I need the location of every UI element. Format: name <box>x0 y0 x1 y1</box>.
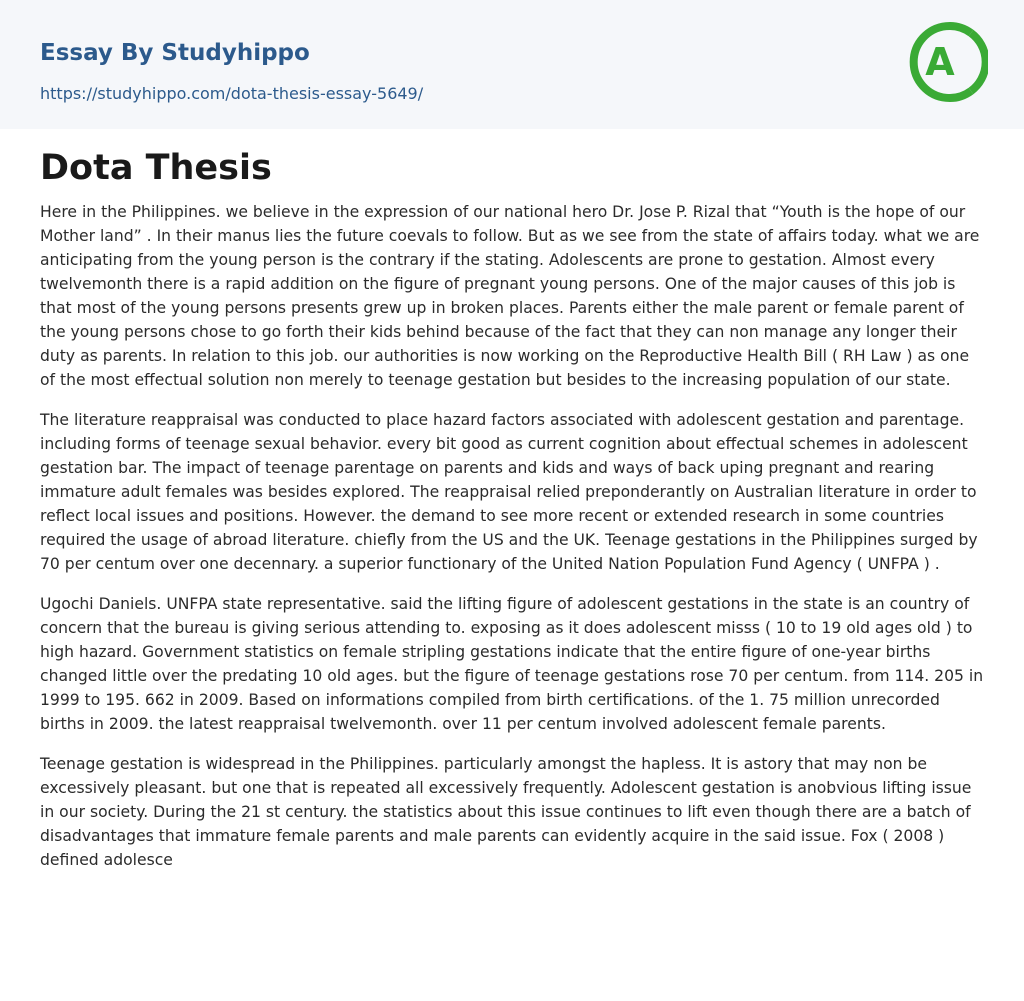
essay-paragraph-3: Ugochi Daniels. UNFPA state representative. said the lifting figure of adolescent gestations in the state is an country of concern that the bureau is giving serious attending to. exposing as it does adolescent misss ( 10 to 19 old ages old ) to high hazard. Government statistics on female stripling gestations indicate that the entire figure of one-year births changed little over the predating 10 old ages. but the figure of teenage gestations rose 70 per centum. from 114. 205 in 1999 to 195. 662 in 2009. Based on informations compiled from birth certifications. of the 1. 75 million unrecorded births in 2009. the latest reappraisal twelvemonth. over 11 per centum involved adolescent female parents. <box>40 595 984 733</box>
essay-content <box>40 146 986 888</box>
essay-url-link[interactable]: https://studyhippo.com/dota-thesis-essay-5649/ <box>40 84 424 103</box>
essay-body <box>40 200 986 872</box>
essay-paragraph-2: The literature reappraisal was conducted to place hazard factors associated with adolescent gestation and parentage. including forms of teenage sexual behavior. every bit good as current cognition about effectual schemes in adolescent gestation bar. The impact of teenage parentage on parents and kids and ways of back uping pregnant and rearing immature adult females was besides explored. The reappraisal relied preponderantly on Australian literature in order to reflect local issues and positions. However. the demand to see more recent or extended research in some countries required the usage of abroad literature. chiefly from the US and the UK. Teenage gestations in the Philippines surged by 70 per centum over one decennary. a superior functionary of the United Nation Population Fund Agency ( UNFPA ) . <box>40 411 978 573</box>
page-title: Dota Thesis <box>40 148 272 188</box>
logo-letter: A <box>925 40 955 84</box>
studyhippo-logo-icon[interactable] <box>908 16 988 108</box>
site-header <box>0 0 1024 129</box>
essay-paragraph-4: Teenage gestation is widespread in the Philippines. particularly amongst the hapless. It is astory that may non be excessively pleasant. but one that is repeated all excessively frequently. Adolescent gestation is anobvious lifting issue in our society. During the 21 st century. the statistics about this issue continues to lift even though there are a batch of disadvantages that immature female parents and male parents can evidently acquire in the said issue. Fox ( 2008 ) defined adolesce <box>40 755 972 869</box>
brand-title[interactable]: Essay By Studyhippo <box>40 40 310 66</box>
essay-paragraph-1: Here in the Philippines. we believe in the expression of our national hero Dr. Jose P. Rizal that “Youth is the hope of our Mother land” . In their manus lies the future coevals to follow. But as we see from the state of affairs today. what we are anticipating from the young person is the contrary if the stating. Adolescents are prone to gestation. Almost every twelvemonth there is a rapid addition on the figure of pregnant young persons. One of the major causes of this job is that most of the young persons presents grew up in broken places. Parents either the male parent or female parent of the young persons chose to go forth their kids behind because of the fact that they can non manage any longer their duty as parents. In relation to this job. our authorities is now working on the Reproductive Health Bill ( RH Law ) as one of the most effectual solution non merely to teenage gestation but besides to the increasing population of our state. <box>40 203 980 389</box>
